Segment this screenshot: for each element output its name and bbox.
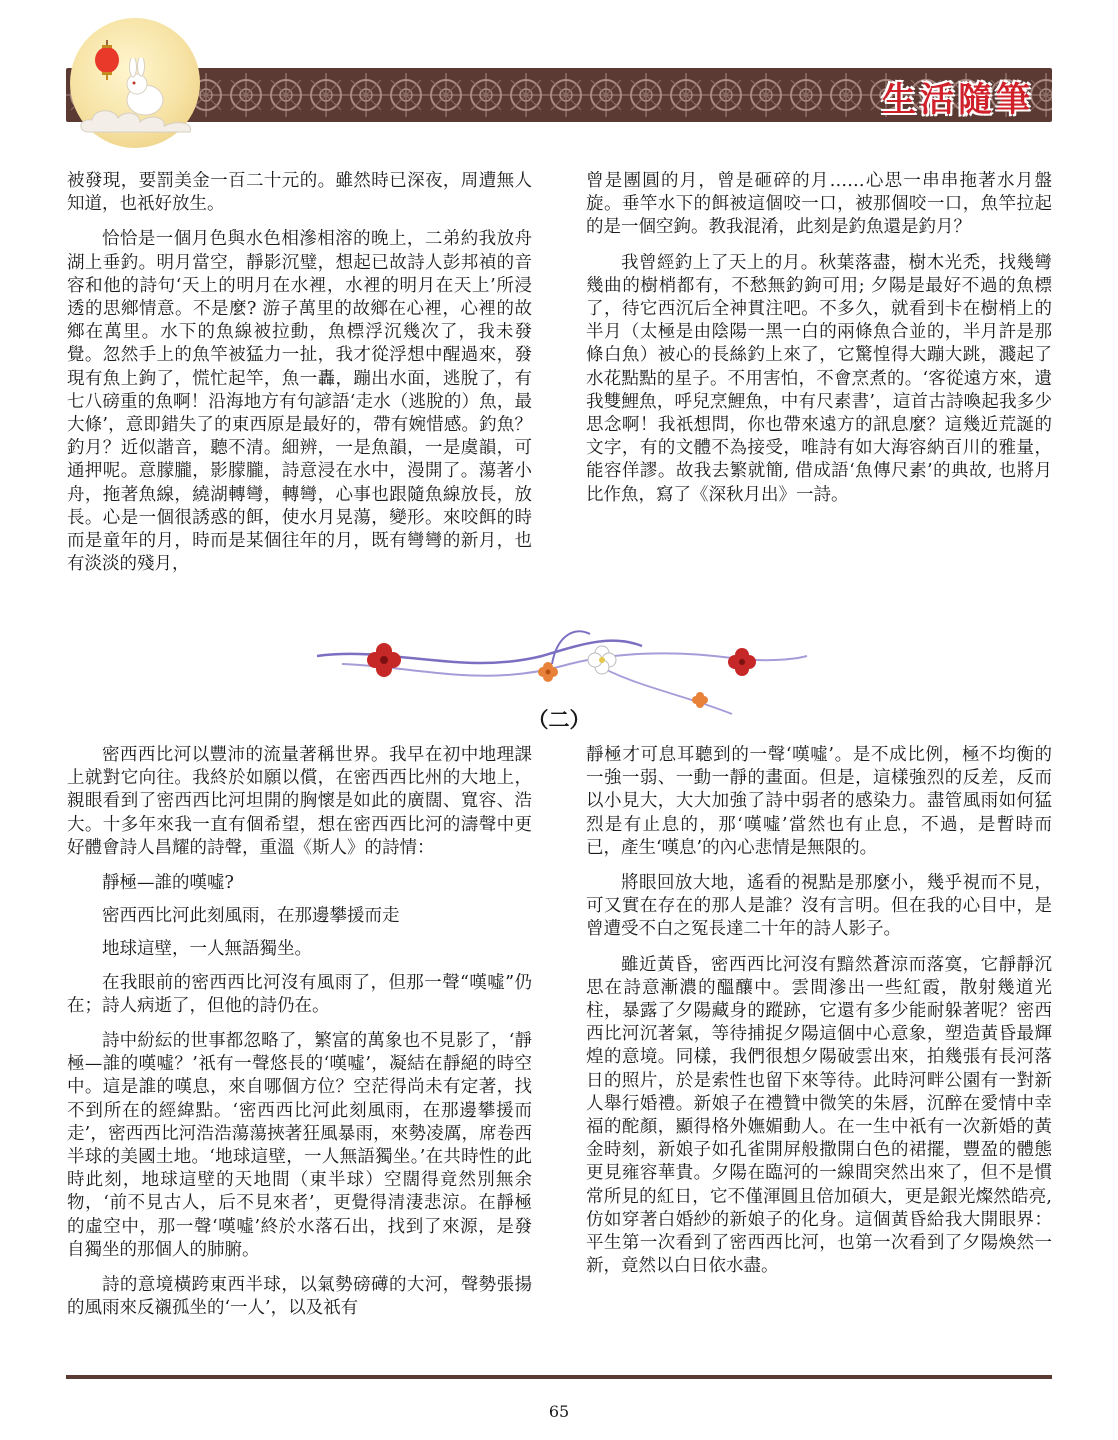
paragraph: 恰恰是一個月色與水色相滲相溶的晚上，二弟約我放舟湖上垂釣。明月當空，靜影沉璧，想起已故詩人彭邦禎的音容和他的詩句‘天上的明月在水裡，水裡的明月在天上’所浸透的思鄉情意。不是麼? 游子萬里的故鄉在心裡，心裡的故鄉在萬里。水下的魚線被拉動，魚標浮沉幾次了，我未發覺。忽然手上的魚竿被猛力一扯，我才從浮想中醒過來，發現有魚上鉤了，慌忙起竿，魚一轟，蹦出水面，逃脫了，有七八磅重的魚啊！沿海地方有句諺語‘走水（逃脫的）魚，最大條’，意即錯失了的東西原是最好的，帶有婉惜感。釣魚？釣月？近似諧音，聽不清。細辨，一是魚韻，一是虞韻，可通押呢。意朦朧，影朦朧，詩意浸在水中，漫開了。蕩著小舟，拖著魚線，繞湖轉彎，轉彎，心事也跟隨魚線放長，放長。心是一個很誘惑的餌，使水月晃蕩，變形。來咬餌的時而是童年的月，時而是某個往年的月，既有彎彎的新月，也有淡淡的殘月， <box>67 229 532 575</box>
section-label: 生活隨筆 <box>882 80 1034 120</box>
flower-icon <box>538 662 558 682</box>
column-1 <box>67 170 532 588</box>
flower-icon <box>367 643 401 677</box>
paragraph: 靜極才可息耳聽到的一聲‘嘆噓’。是不成比例，極不均衡的一強一弱、一動一靜的畫面。但是，這樣強烈的反差，反而以小見大，大大加強了詩中弱者的感染力。盡管風雨如何猛烈是有止息的，那‘嘆噓’當然也有止息，不過，是暫時而已，產生‘嘆息’的內心悲情是無限的。 <box>586 745 1052 858</box>
footer-rule <box>66 1375 1052 1379</box>
paragraph: 在我眼前的密西西比河沒有風雨了，但那一聲“嘆噓”仍在；詩人病逝了，但他的詩仍在。 <box>67 972 532 1016</box>
column-2 <box>586 170 1052 519</box>
cloud-icon <box>78 104 218 140</box>
flower-icon <box>588 646 616 674</box>
paragraph: 密西西比河以豐沛的流量著稱世界。我早在初中地理課上就對它向往。我終於如願以償，在密西西比州的大地上，親眼看到了密西西比河坦開的胸懷是如此的廣闊、寬容、浩大。十多年來我一直有個希望，想在密西西比河的濤聲中更好體會詩人昌耀的詩聲，重溫《斯人》的詩情： <box>67 745 532 858</box>
paragraph: 被發現，要罰美金一百二十元的。雖然時已深夜，周遭無人知道，也祇好放生。 <box>67 171 532 215</box>
column-4 <box>586 744 1052 1290</box>
column-3 <box>67 744 532 1332</box>
flower-icon <box>728 648 756 676</box>
page-number: 65 <box>548 1402 570 1421</box>
verse-line: 地球這壁，一人無語獨坐。 <box>102 939 312 960</box>
verse-line: 靜極—誰的嘆噓? <box>102 873 234 894</box>
paragraph: 將眼回放大地，遙看的視點是那麼小，幾乎視而不見，可又實在存在的那人是誰？沒有言明。但在我的心目中，是曾遭受不白之冤長達二十年的詩人影子。 <box>586 873 1052 940</box>
paragraph: 詩的意境橫跨東西半球，以氣勢磅礡的大河，聲勢張揚的風雨來反襯孤坐的‘一人’，以及祇有 <box>67 1275 532 1319</box>
part-title: （二） <box>527 707 591 732</box>
verse-line: 密西西比河此刻風雨，在那邊攀援而走 <box>102 906 400 927</box>
paragraph: 曾是團圓的月，曾是砸碎的月……心思一串串拖著水月盤旋。垂竿水下的餌被這個咬一口，被那個咬一口，魚竿拉起的是一個空鉤。教我混淆，此刻是釣魚還是釣月？ <box>586 171 1052 238</box>
paragraph: 雖近黃昏，密西西比河沒有黯然蒼涼而落寞，它靜靜沉思在詩意漸濃的醞釀中。雲間滲出一些紅霞，散射幾道光柱，暴露了夕陽藏身的蹤跡，它還有多少能耐躲著呢？密西西比河沉著氣，等待捕捉夕陽這個中心意象，塑造黃昏最輝煌的意境。同樣，我們很想夕陽破雲出來，拍幾張有長河落日的照片，於是索性也留下來等待。此時河畔公園有一對新人舉行婚禮。新娘子在禮贊中微笑的朱唇，沉醉在愛情中幸福的酡顏，顯得格外嫵媚動人。在一生中祇有一次新婚的黃金時刻，新娘子如孔雀開屏般撒開白色的裙擺，豐盈的體態更見雍容華貴。夕陽在臨河的一線間突然出來了，但不是慣常所見的紅日，它不僅渾圓且倍加碩大，更是銀光燦然皓亮, 仿如穿著白婚紗的新娘子的化身。這個黃昏給我大開眼界：平生第一次看到了密西西比河，也第一次看到了夕陽煥然一新，竟然以白日依水盡。 <box>586 954 1052 1277</box>
paragraph: 我曾經釣上了天上的月。秋葉落盡，樹木光禿，找幾彎幾曲的樹梢都有，不愁無釣鉤可用; 夕陽是最好不過的魚標了，待它西沉后全神貫注吧。不多久，就看到卡在樹梢上的半月（太極是由陰陽一黑一白的兩條魚合並的，半月許是那條白魚）被心的長絲釣上來了，它驚惶得大蹦大跳，濺起了水花點點的星子。不用害怕，不會烹煮的。‘客從遠方來，遺我雙鯉魚，呼兒烹鯉魚，中有尺素書’，這首古詩喚起我多少思念啊！我祇想問，你也帶來遠方的訊息麼？這幾近荒誕的文字，有的文體不為接受，唯詩有如大海容納百川的雅量，能容佯謬。故我去繁就簡, 借成語‘魚傳尺素’的典故, 也將月比作魚，寫了《深秋月出》一詩。 <box>586 252 1052 505</box>
paragraph: 詩中紛紜的世事都忽略了，繁富的萬象也不見影了，‘靜極—誰的嘆噓？’祇有一聲悠長的‘嘆噓’，凝結在靜絕的時空中。這是誰的嘆息，來自哪個方位？空茫得尚未有定著，找不到所在的經緯點。‘密西西比河此刻風雨，在那邊攀援而走’，密西西比河浩浩蕩蕩挾著狂風暴雨，來勢凌厲，席卷西半球的美國土地。‘地球這壁，一人無語獨坐。’在共時性的此時此刻，地球這壁的天地間（東半球）空闊得竟然別無余物，‘前不見古人，后不見來者’，更覺得清淒悲涼。在靜極的虛空中，那一聲‘嘆噓’終於水落石出，找到了來源，是發自獨坐的那個人的肺腑。 <box>67 1031 532 1260</box>
